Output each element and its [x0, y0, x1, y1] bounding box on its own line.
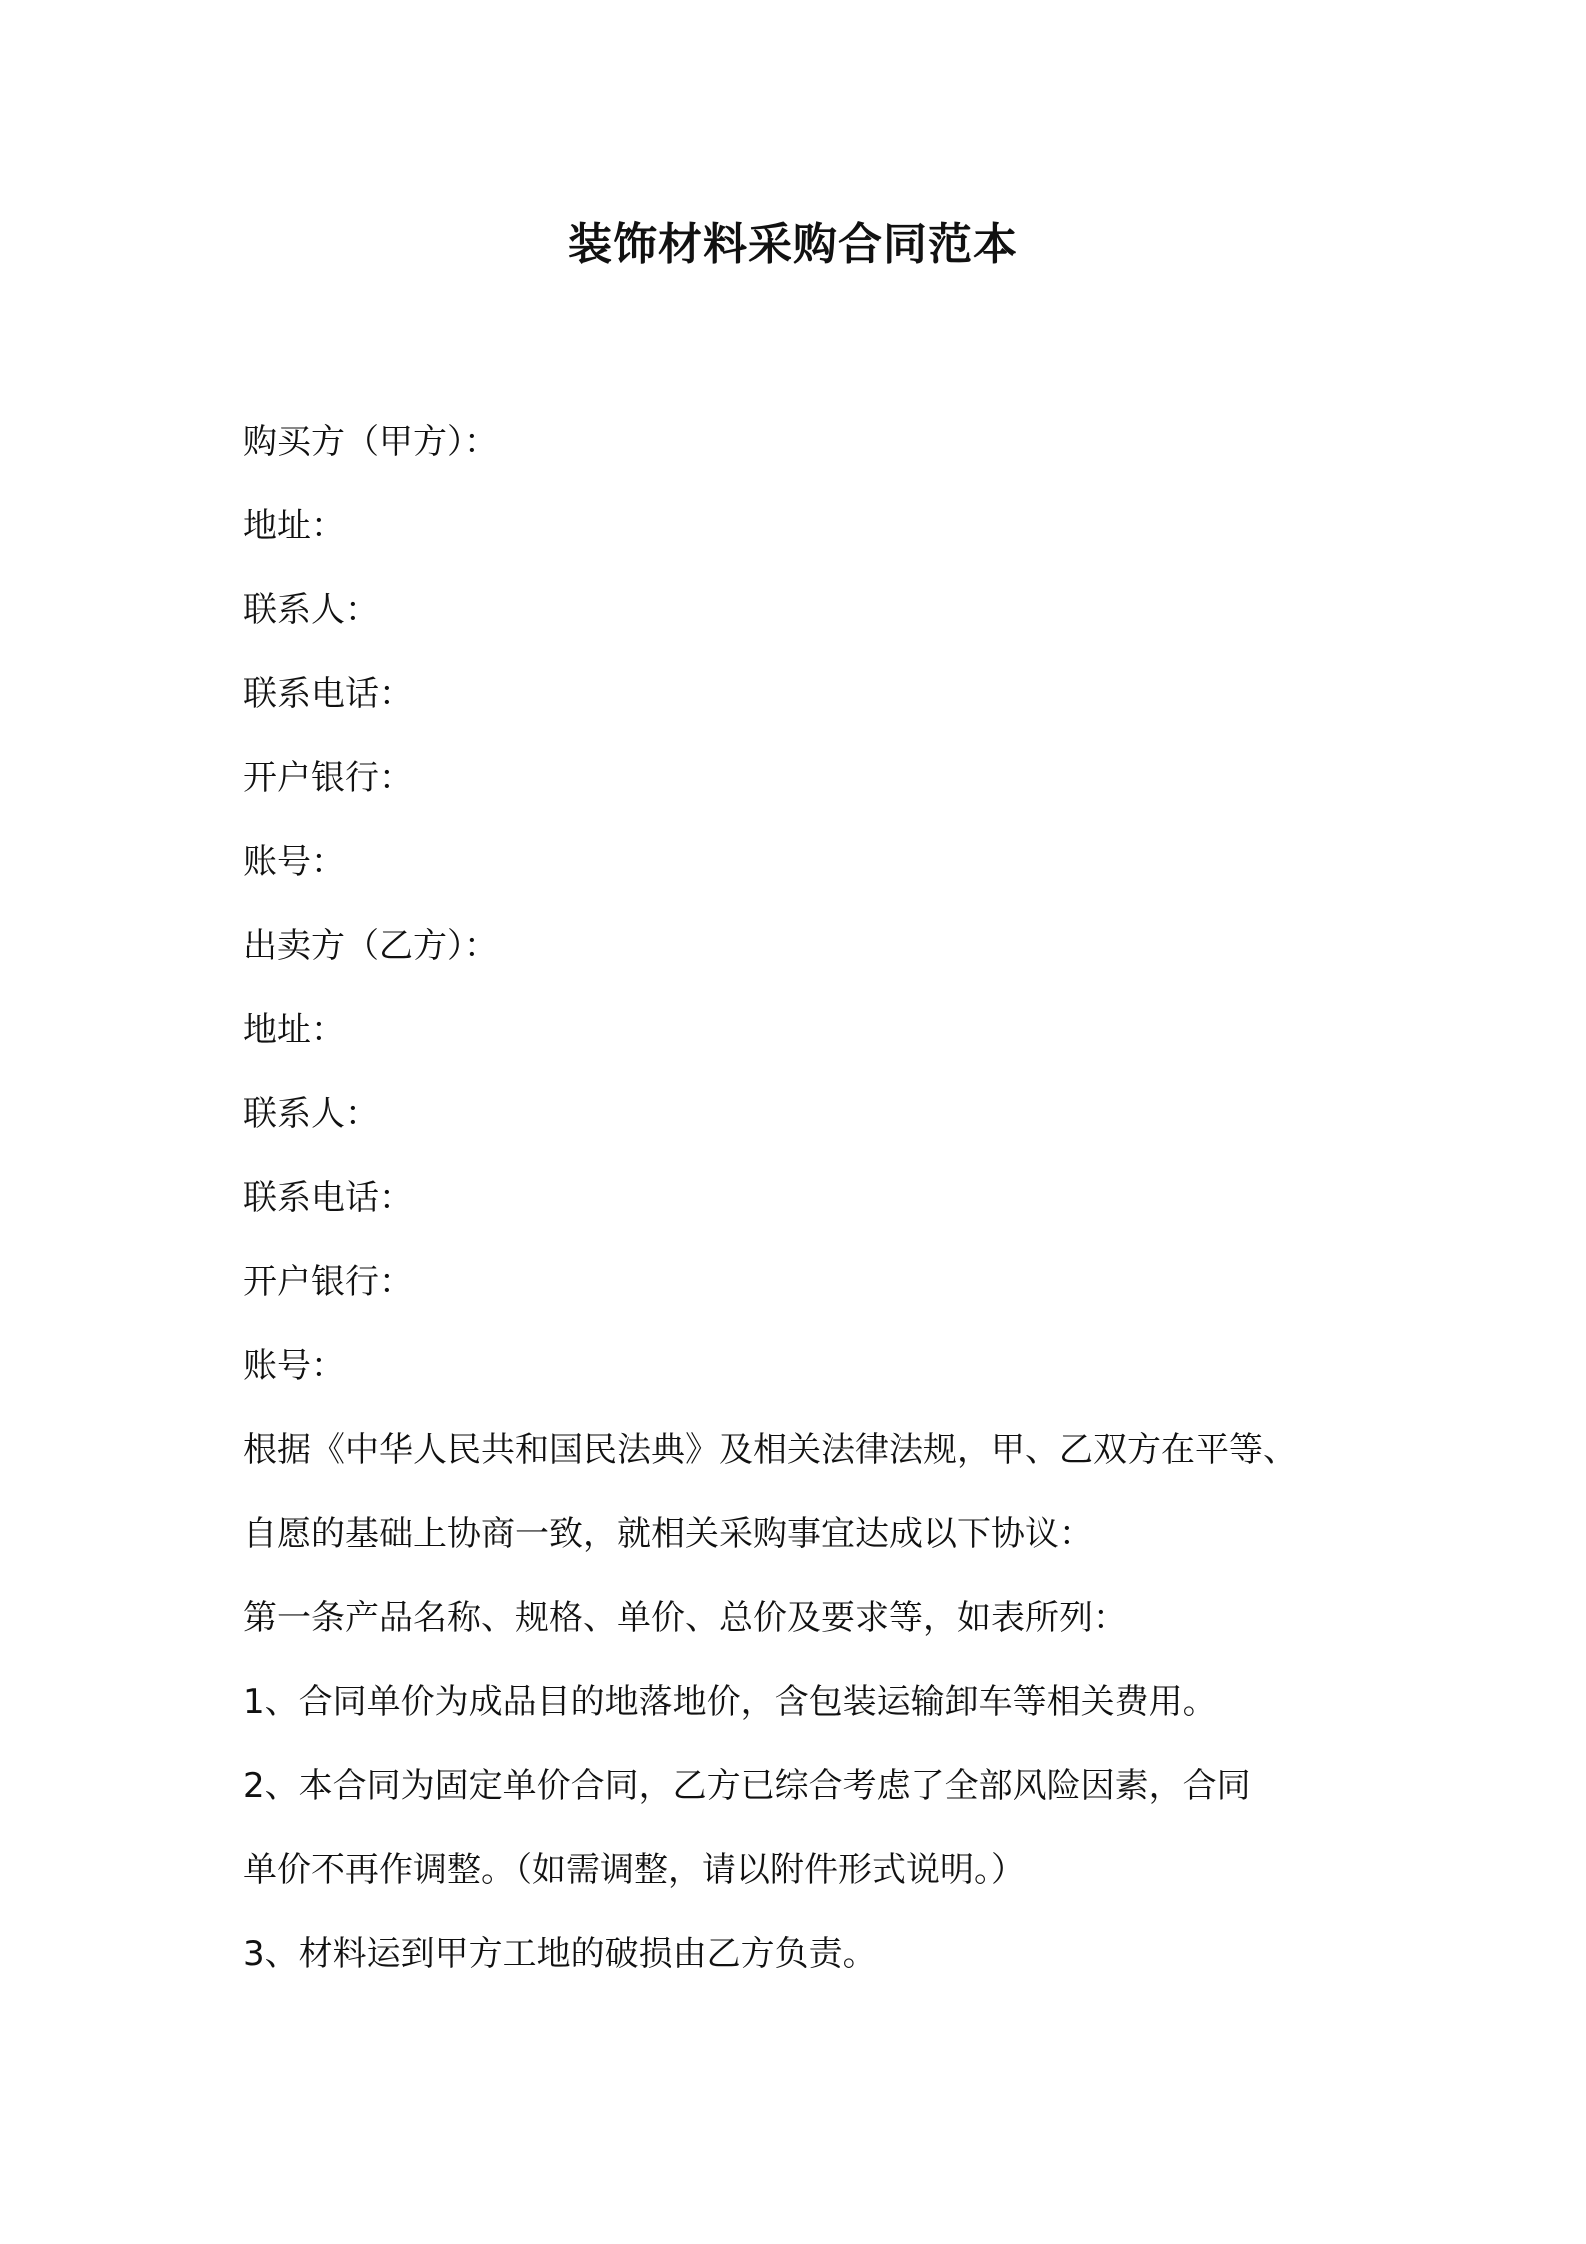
- seller-account-label: 账号：: [243, 1346, 345, 1386]
- document-title: 装饰材料采购合同范本: [568, 219, 1018, 270]
- document-body: [243, 400, 1363, 1996]
- buyer-address-label: 地址：: [243, 506, 345, 546]
- clause-1: 1、合同单价为成品目的地落地价，含包装运输卸车等相关费用。: [243, 1682, 1217, 1722]
- clause-2-line-1: 2、本合同为固定单价合同，乙方已综合考虑了全部风险因素，合同: [243, 1766, 1251, 1806]
- seller-contact-label: 联系人：: [243, 1094, 379, 1134]
- seller-phone-label: 联系电话：: [243, 1178, 413, 1218]
- buyer-party-label: 购买方（甲方）：: [243, 422, 498, 462]
- clause-3: 3、材料运到甲方工地的破损由乙方负责。: [243, 1934, 877, 1974]
- buyer-contact-label: 联系人：: [243, 590, 379, 630]
- clause-2-line-2: 单价不再作调整。（如需调整，请以附件形式说明。）: [243, 1850, 1025, 1890]
- seller-address-label: 地址：: [243, 1010, 345, 1050]
- buyer-phone-label: 联系电话：: [243, 674, 413, 714]
- buyer-bank-label: 开户银行：: [243, 758, 413, 798]
- buyer-account-label: 账号：: [243, 842, 345, 882]
- seller-party-label: 出卖方（乙方）：: [243, 926, 498, 966]
- article-one-heading: 第一条产品名称、规格、单价、总价及要求等，如表所列：: [243, 1598, 1127, 1638]
- preamble-line-2: 自愿的基础上协商一致，就相关采购事宜达成以下协议：: [243, 1514, 1093, 1554]
- seller-bank-label: 开户银行：: [243, 1262, 413, 1302]
- preamble-line-1: 根据《中华人民共和国民法典》及相关法律法规，甲、乙双方在平等、: [243, 1430, 1297, 1470]
